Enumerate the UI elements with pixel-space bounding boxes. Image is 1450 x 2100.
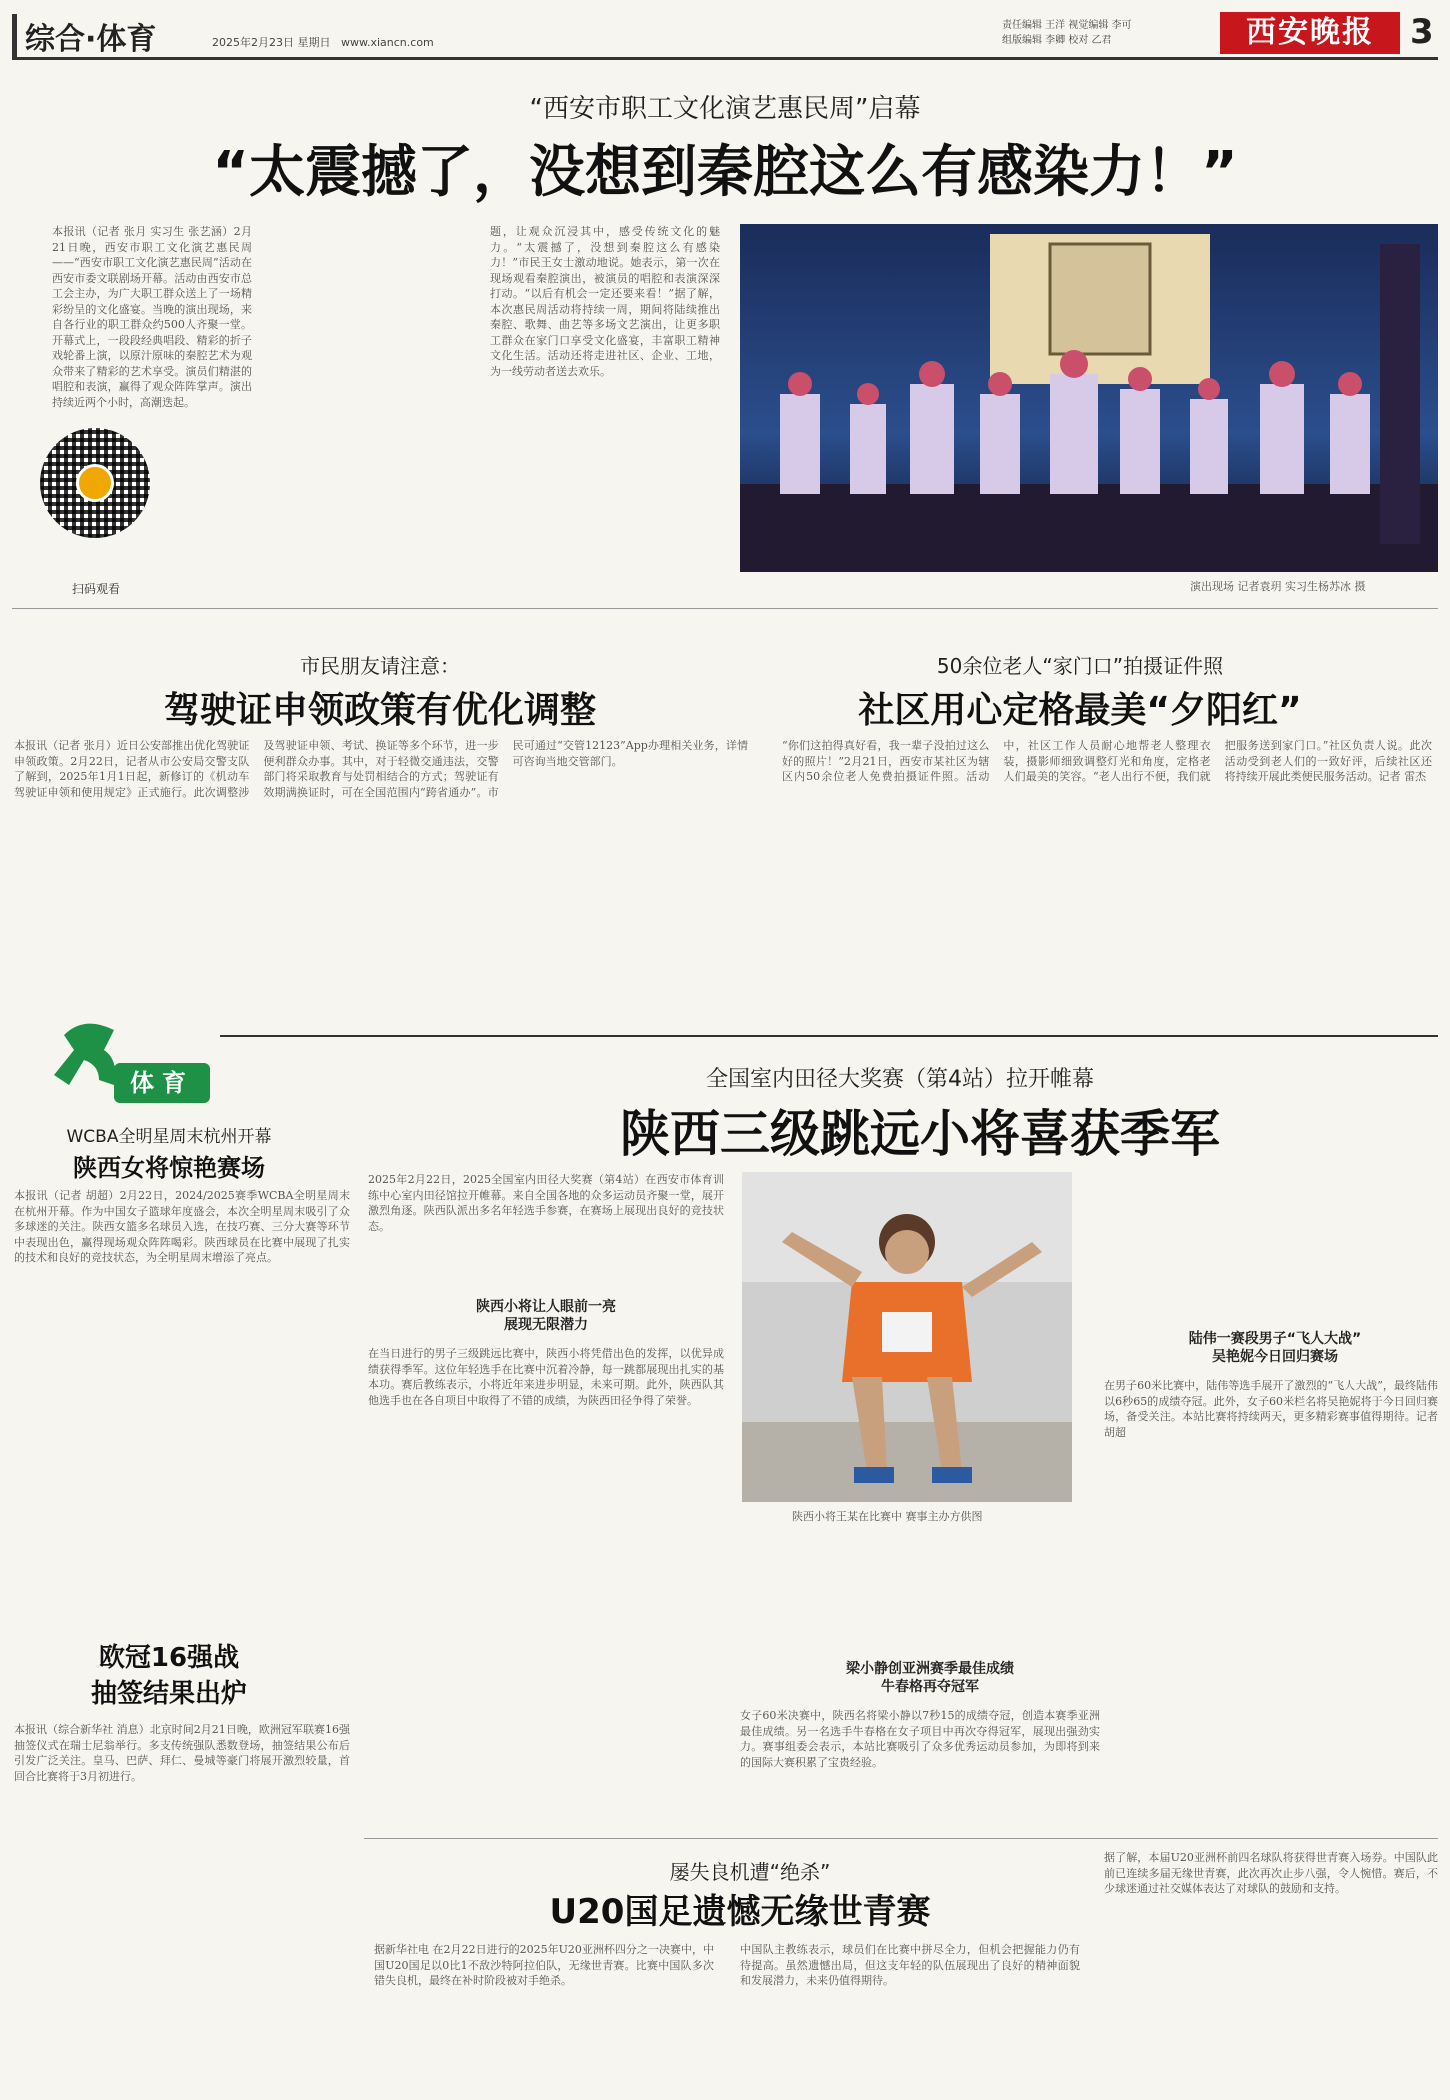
sports-main-body-b: 在当日进行的男子三级跳远比赛中，陕西小将凭借出色的发挥，以优异成绩获得季军。这位年轻选手在比赛中沉着冷静，每一跳都展现出扎实的基本功。赛后教练表示，小将近年来进步明显，未来可期。此外，陕西队其他选手也在各自项目中取得了不错的成绩，为陕西田径争得了荣誉。 [368,1347,724,1407]
section-tag: 综合·体育 [12,14,156,58]
site-url[interactable]: www.xiancn.com [341,36,434,49]
long-jump-photo [742,1172,1072,1502]
sports-badge-label: 体育 [114,1063,210,1103]
editors-line2: 组版编辑 李卿 校对 乙君 [1002,35,1112,46]
story1-body-a3 [262,224,472,594]
sports-sub2: 梁小静创亚洲赛季最佳成绩 牛春格再夺冠军 [846,1661,1014,1695]
qr-label: 扫码观看 [72,582,121,596]
u20-body-b: 中国队主教练表示，球员们在比赛中拼尽全力，但机会把握能力仍有待提高。虽然遗憾出局，但这支年轻的队伍展现出了良好的精神面貌和发展潜力，未来仍值得期待。 [740,1943,1080,1987]
editors-line1: 责任编辑 王洋 视觉编辑 李可 [1002,20,1132,31]
sports-sub3: 陆伟一赛段男子“飞人大战” 吴艳妮今日回归赛场 [1188,1331,1362,1365]
ucl-body: 本报讯（综合新华社 消息）北京时间2月21日晚，欧洲冠军联赛16强抽签仪式在瑞士尼翁举行。多支传统强队悉数登场，抽签结果公布后引发广泛关注。皇马、巴萨、拜仁、曼城等豪门将展开激烈较量，首回合比赛将于3月初进行。 [14,1723,350,1783]
story1-headline: “太震撼了，没想到秦腔这么有感染力！” [212,140,1238,205]
sports-sub1: 陕西小将让人眼前一亮 展现无限潜力 [476,1299,616,1333]
story3-kicker: 50余位老人“家门口”拍摄证件照 [936,654,1224,678]
story3-body: “你们这拍得真好看，我一辈子没拍过这么好的照片！”2月21日，西安市某社区为辖区内50余位老人免费拍摄证件照。活动中，社区工作人员耐心地帮老人整理衣装，摄影师细致调整灯光和角度，定格老人们最美的笑容。“老人出行不便，我们就把服务送到家门口。”社区负责人说。此次活动受到老人们的一致好评，后续社区还将持续开展此类便民服务活动。记者 雷杰 [782,739,1432,783]
qr-logo-icon [76,464,114,502]
sports-main-body-c: 女子60米决赛中，陕西名将梁小静以7秒15的成绩夺冠，创造本赛季亚洲最佳成绩。另一名选手牛春格在女子项目中再次夺得冠军，展现出强劲实力。赛事组委会表示，本站比赛吸引了众多优秀运动员参加，为即将到来的国际大赛积累了宝贵经验。 [740,1709,1100,1769]
opera-stage-illustration [740,224,1438,572]
divider [12,608,1438,609]
long-jump-illustration [742,1172,1072,1502]
sports-right-intro [1104,1172,1438,1292]
sports-main-headline: 陕西三级跳远小将喜获季军 [620,1105,1220,1163]
sports-rule [220,1035,1438,1037]
wcba-headline: 陕西女将惊艳赛场 [73,1154,265,1182]
date: 2025年2月23日 星期日 [212,36,331,49]
story2-body: 本报讯（记者 张月）近日公安部推出优化驾驶证申领政策。2月22日，记者从市公安局交警支队了解到，2025年1月1日起，新修订的《机动车驾驶证申领和使用规定》正式施行。此次调整涉及驾驶证申领、考试、换证等多个环节，进一步便利群众办事。其中，对于轻微交通违法，交警部门将采取教育与处罚相结合的方式；驾驶证有效期满换证时，可在全国范围内“跨省通办”。市民可通过“交管12123”App办理相关业务，详情可咨询当地交管部门。 [14,739,748,799]
sports-main-kicker: 全国室内田径大奖赛（第4站）拉开帷幕 [706,1067,1094,1092]
editors [1002,18,1202,48]
u20-headline: U20国足遗憾无缘世青赛 [549,1892,931,1932]
story2-kicker: 市民朋友请注意： [300,654,460,678]
dateline [212,34,434,50]
wcba-kicker: WCBA全明星周末杭州开幕 [66,1127,272,1147]
story3-headline: 社区用心定格最美“夕阳红” [858,690,1302,731]
sports-section-badge [14,1015,210,1105]
wcba-body: 本报讯（记者 胡超）2月22日，2024/2025赛季WCBA全明星周末在杭州开幕。作为中国女子篮球年度盛会，本次全明星周末吸引了众多球迷的关注。陕西女篮多名球员入选，在技巧赛、三分大赛等环节中表现出色，赢得现场观众阵阵喝彩。陕西球员在比赛中展现了扎实的技术和良好的竞技状态，为全明星周末增添了亮点。 [14,1189,350,1264]
u20-body-c: 据了解，本届U20亚洲杯前四名球队将获得世青赛入场券。中国队此前已连续多届无缘世青赛，此次再次止步八强，令人惋惜。赛后，不少球迷通过社交媒体表达了对球队的鼓励和支持。 [1104,1851,1438,1895]
u20-kicker: 屡失良机遭“绝杀” [669,1860,831,1884]
u20-body-a: 据新华社电 在2月22日进行的2025年U20亚洲杯四分之一决赛中，中国U20国足以0比1不敌沙特阿拉伯队，无缘世青赛。比赛中国队多次错失良机，最终在补时阶段被对手绝杀。 [374,1943,714,1987]
story1-body-b: 题，让观众沉浸其中，感受传统文化的魅力。“太震撼了，没想到秦腔这么有感染力！”市民王女士激动地说。她表示，第一次在现场观看秦腔演出，被演员的唱腔和表演深深打动。“以后有机会一定还要来看！”据了解，本次惠民周活动将持续一周，期间将陆续推出秦腔、歌舞、曲艺等多场文艺演出，让更多职工群众在家门口享受文化盛宴，丰富职工精神文化生活。活动还将走进社区、企业、工地，为一线劳动者送去欢乐。 [490,225,720,378]
sports-main-body-c-intro [740,1530,1100,1648]
newspaper-logo: 西安晚报 [1220,12,1400,54]
story1-body-a: 本报讯（记者 张月 实习生 张艺涵）2月21日晚，西安市职工文化演艺惠民周——“西安市职工文化演艺惠民周”活动在西安市委文联剧场开幕。活动由西安市总工会主办，为广大职工群众送上了一场精彩纷呈的文化盛宴。当晚的演出现场，来自各行业的职工群众约500人齐聚一堂。开幕式上，一段段经典唱段、精彩的折子戏轮番上演，以原汁原味的秦腔艺术为观众带来了精彩的艺术享受。演员们精湛的唱腔和表演，赢得了观众阵阵掌声。演出持续近两个小时，高潮迭起。 [52,225,252,409]
story1-body-a2 [160,430,255,590]
story1-photo-caption: 演出现场 记者袁玥 实习生杨苏冰 摄 [1190,580,1366,593]
opera-stage-photo [740,224,1438,572]
divider-u20 [364,1838,1438,1839]
story2-headline: 驾驶证申领政策有优化调整 [163,690,596,731]
page-number: 3 [1410,12,1434,52]
sports-main-body-a: 2025年2月22日，2025全国室内田径大奖赛（第4站）在西安市体育训练中心室内田径馆拉开帷幕。来自全国各地的众多运动员齐聚一堂，展开激烈角逐。陕西队派出多名年轻选手参赛，在赛场上展现出良好的竞技状态。 [368,1173,724,1233]
sports-main-body-d: 在男子60米比赛中，陆伟等选手展开了激烈的“飞人大战”，最终陆伟以6秒65的成绩夺冠。此外，女子60米栏名将吴艳妮将于今日回归赛场，备受关注。本站比赛将持续两天，更多精彩赛事值得期待。记者 胡超 [1104,1379,1438,1439]
ucl-headline: 欧冠16强战 抽签结果出炉 [90,1643,247,1709]
page-header [12,8,1438,60]
long-jump-caption: 陕西小将王某在比赛中 赛事主办方供图 [792,1510,983,1523]
story1-kicker: “西安市职工文化演艺惠民周”启幕 [529,94,921,124]
